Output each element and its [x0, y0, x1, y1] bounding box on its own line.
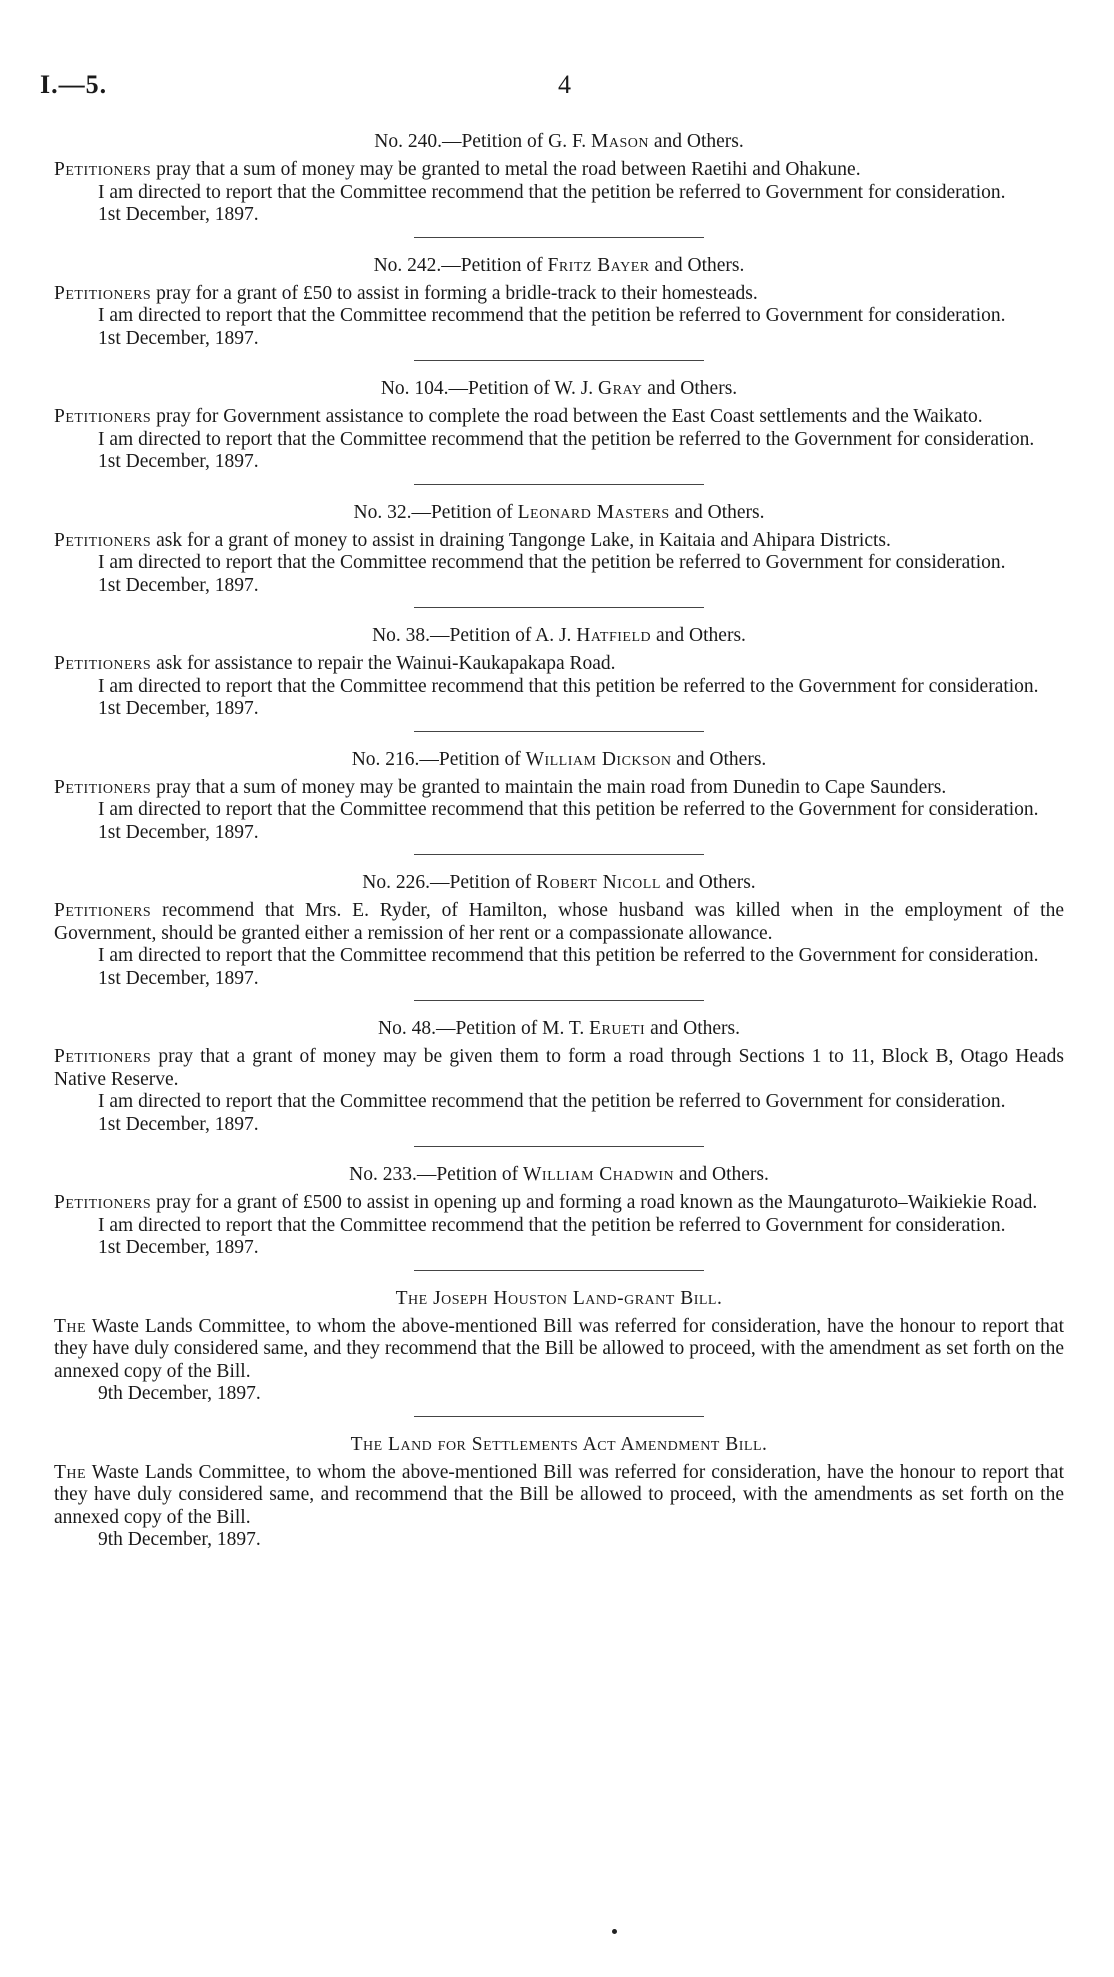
report-date: 1st December, 1897. — [98, 574, 259, 596]
section-divider — [414, 607, 704, 608]
page-number: 4 — [558, 70, 571, 99]
bill-heading: The Land for Settlements Act Amendment Bill. — [350, 1433, 768, 1455]
committee-report: I am directed to report that the Committee recommend that the petition be referred to Government for consideration. — [98, 1214, 1006, 1236]
bill-section — [54, 1287, 1064, 1406]
petition-prayer: Petitioners pray that a sum of money may be granted to maintain the main road from Dunedin to Cape Saunders. — [54, 776, 947, 798]
petition-section — [54, 871, 1064, 990]
petition-prayer: Petitioners ask for a grant of money to assist in draining Tangonge Lake, in Kaitaia and Ahipara Districts. — [54, 529, 891, 551]
petition-prayer: Petitioners pray that a grant of money may be given them to form a road through Sections 1 to 11, Block B, Otago Heads Native Reserve. — [54, 1046, 1064, 1090]
petition-section — [54, 377, 1064, 474]
section-divider — [414, 237, 704, 238]
committee-report: I am directed to report that the Committee recommend that the petition be referred to Government for consideration. — [98, 552, 1006, 573]
committee-report: I am directed to report that the Committee recommend that this petition be referred to the Government for consideration. — [98, 675, 1039, 697]
bill-heading: The Joseph Houston Land-grant Bill. — [395, 1287, 723, 1309]
committee-report: I am directed to report that the Committee recommend that the petition be referred to Government for consideration. — [98, 1091, 1006, 1112]
document-body — [54, 130, 1064, 1552]
section-divider — [414, 854, 704, 855]
petition-heading: No. 104.—Petition of W. J. Gray and Others. — [380, 378, 738, 399]
section-divider — [414, 1146, 704, 1147]
petition-prayer: Petitioners pray that a sum of money may be granted to metal the road between Raetihi and Ohakune. — [54, 159, 861, 180]
petition-prayer: Petitioners recommend that Mrs. E. Ryder, of Hamilton, whose husband was killed when in the employment of the Government, should be granted either a remission of her rent or a compassionate allowance. — [54, 900, 1064, 944]
committee-report: I am directed to report that the Committee recommend that the petition be referred to the Government for consideration. — [98, 428, 1035, 450]
committee-report: I am directed to report that the Committee recommend that the petition be referred to Government for consideration. — [98, 181, 1006, 203]
bill-section — [54, 1433, 1064, 1552]
petition-prayer: Petitioners pray for Government assistance to complete the road between the East Coast settlements and the Waikato. — [54, 406, 983, 427]
report-date: 1st December, 1897. — [98, 821, 259, 843]
report-date: 9th December, 1897. — [98, 1383, 261, 1404]
committee-report: I am directed to report that the Committee recommend that the petition be referred to Government for consideration. — [98, 305, 1006, 326]
report-date: 9th December, 1897. — [98, 1529, 261, 1550]
petition-section — [54, 501, 1064, 598]
page-header — [40, 70, 1070, 110]
section-divider — [414, 1000, 704, 1001]
committee-report: I am directed to report that the Committee recommend that this petition be referred to the Government for consideration. — [98, 799, 1039, 820]
petition-heading: No. 242.—Petition of Fritz Bayer and Others. — [373, 254, 745, 276]
petition-heading: No. 233.—Petition of William Chadwin and Others. — [349, 1164, 769, 1185]
petition-prayer: Petitioners ask for assistance to repair the Wainui-Kaukapakapa Road. — [54, 653, 616, 674]
petition-heading: No. 226.—Petition of Robert Nicoll and Others. — [362, 872, 756, 893]
report-date: 1st December, 1897. — [98, 1113, 259, 1135]
report-date: 1st December, 1897. — [98, 451, 259, 472]
petition-heading: No. 48.—Petition of M. T. Erueti and Others. — [378, 1018, 740, 1039]
report-date: 1st December, 1897. — [98, 204, 259, 225]
committee-report: I am directed to report that the Committee recommend that this petition be referred to the Government for consideration. — [98, 945, 1039, 966]
report-date: 1st December, 1897. — [98, 1237, 259, 1258]
bill-report: The Waste Lands Committee, to whom the above-mentioned Bill was referred for consideration, have the honour to report that they have duly considered same, and they recommend that the Bill be allowed to proceed, with the amendment as set forth on the annexed copy of the Bill. — [54, 1315, 1064, 1382]
section-divider — [414, 1270, 704, 1271]
petition-section — [54, 130, 1064, 227]
petition-heading: No. 216.—Petition of William Dickson and Others. — [351, 748, 767, 770]
petition-prayer: Petitioners pray for a grant of £50 to assist in forming a bridle-track to their homesteads. — [54, 282, 758, 304]
report-date: 1st December, 1897. — [98, 698, 259, 719]
report-date: 1st December, 1897. — [98, 327, 259, 349]
petition-heading: No. 240.—Petition of G. F. Mason and Others. — [374, 131, 744, 152]
petition-section — [54, 1017, 1064, 1136]
report-date: 1st December, 1897. — [98, 967, 259, 989]
petition-section — [54, 748, 1064, 845]
petition-heading: No. 38.—Petition of A. J. Hatfield and Others. — [372, 625, 746, 646]
section-divider — [414, 731, 704, 732]
petition-section — [54, 254, 1064, 351]
section-divider — [414, 1416, 704, 1417]
petition-prayer: Petitioners pray for a grant of £500 to assist in opening up and forming a road known as the Maungaturoto–Waikiekie Road. — [54, 1192, 1038, 1213]
petition-section — [54, 624, 1064, 721]
section-divider — [414, 484, 704, 485]
page-reference: I.—5. — [40, 70, 108, 99]
page-mark-dot — [612, 1929, 617, 1934]
petition-section — [54, 1163, 1064, 1260]
section-divider — [414, 360, 704, 361]
bill-report: The Waste Lands Committee, to whom the above-mentioned Bill was referred for consideration, have the honour to report that they have duly considered same, and recommend that the Bill be allowed to proceed, with the amendments as set forth on the annexed copy of the Bill. — [54, 1461, 1064, 1528]
petition-heading: No. 32.—Petition of Leonard Masters and Others. — [353, 501, 765, 523]
